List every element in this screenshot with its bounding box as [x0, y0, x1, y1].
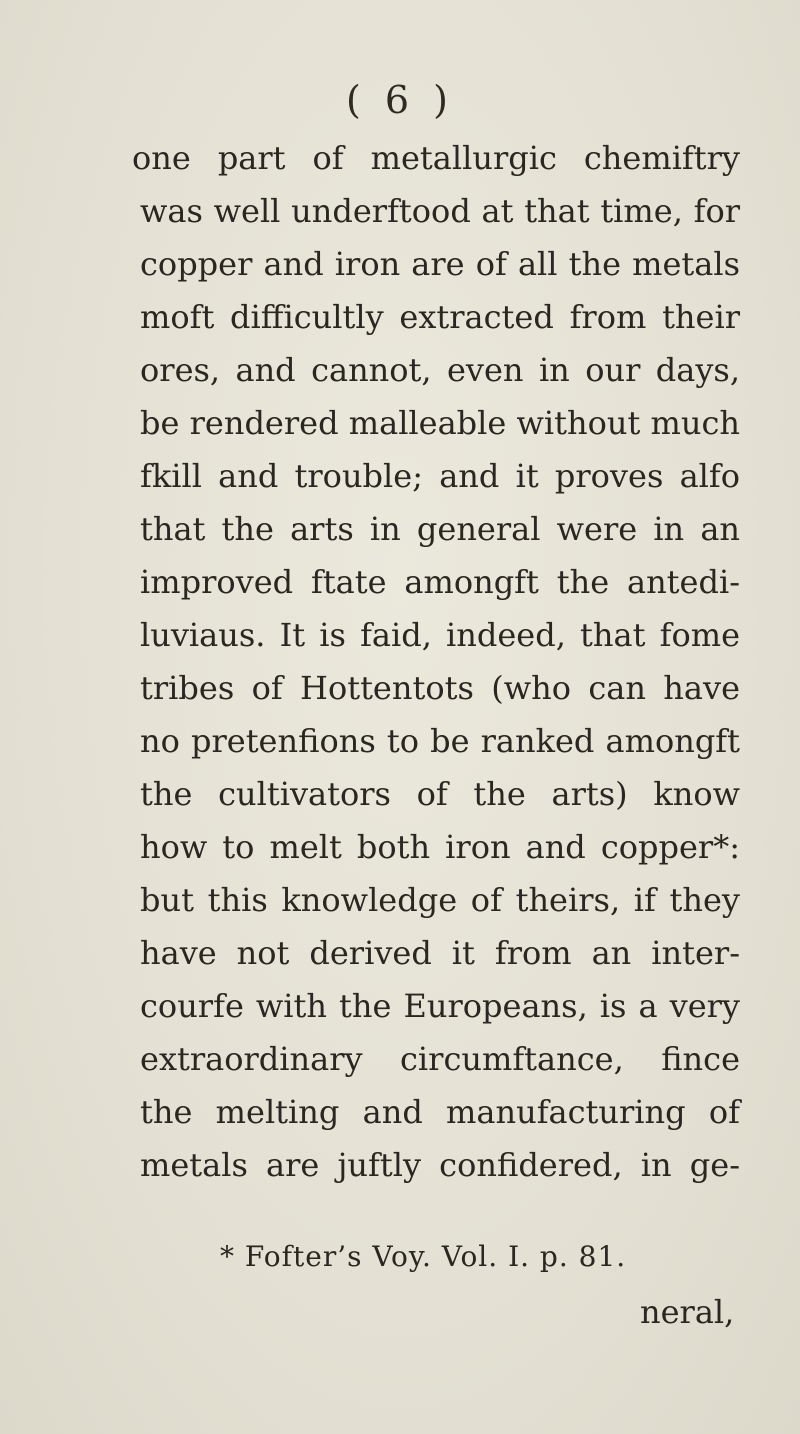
text-line: have not derived it from an inter-: [140, 934, 740, 972]
text-line: extraordinary circumftance, fince: [140, 1040, 740, 1078]
page-number: ( 6 ): [346, 78, 454, 122]
text-line: tribes of Hottentots (who can have: [140, 669, 740, 707]
footnote: * Fofter’s Voy. Vol. I. p. 81.: [220, 1240, 627, 1273]
text-line: was well underftood at that time, for: [140, 192, 740, 230]
text-line: how to melt both iron and copper*:: [140, 828, 740, 866]
text-line: ores, and cannot, even in our days,: [140, 351, 740, 389]
text-line: fkill and trouble; and it proves alfo: [140, 457, 740, 495]
body-text: [132, 132, 740, 1192]
text-line: metals are juftly confidered, in ge-: [140, 1146, 740, 1184]
text-line: improved ftate amongft the antedi-: [140, 563, 740, 601]
text-line: copper and iron are of all the metals: [140, 245, 740, 283]
text-line: courfe with the Europeans, is a very: [140, 987, 740, 1025]
text-line: luviaus. It is faid, indeed, that fome: [140, 616, 740, 654]
text-line: be rendered malleable without much: [140, 404, 740, 442]
catchword: neral,: [640, 1293, 735, 1331]
text-line: one part of metallurgic chemiftry: [132, 139, 740, 177]
text-line: moft difficultly extracted from their: [140, 298, 740, 336]
text-line: but this knowledge of theirs, if they: [140, 881, 740, 919]
text-line: the cultivators of the arts) know: [140, 775, 740, 813]
text-line: the melting and manufacturing of: [140, 1093, 740, 1131]
text-line: that the arts in general were in an: [140, 510, 740, 548]
text-line: no pretenfions to be ranked amongft: [140, 722, 740, 760]
